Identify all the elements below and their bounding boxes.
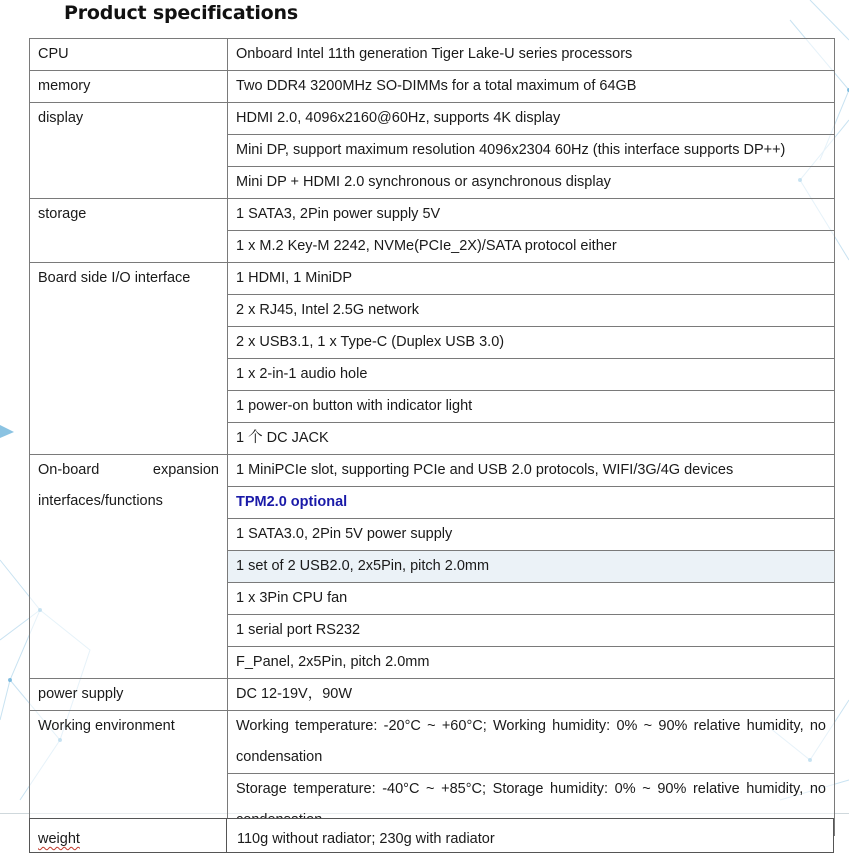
row-value: Storage temperature: -40°C ~ +85°C; Storage humidity: 0% ~ 90% relative humidity, no [228, 774, 835, 837]
row-value: 1 SATA3.0, 2Pin 5V power supply [228, 519, 835, 551]
row-label-environment: Working environment [30, 711, 228, 837]
table-row [30, 679, 835, 711]
table-row [30, 711, 835, 774]
row-value: 1 power-on button with indicator light [228, 391, 835, 423]
row-value: Onboard Intel 11th generation Tiger Lake-U series processors [228, 39, 835, 71]
table-row [30, 39, 835, 71]
row-value: Mini DP, support maximum resolution 4096x2304 60Hz (this interface supports DP++) [228, 135, 835, 167]
row-value: Mini DP + HDMI 2.0 synchronous or asynchronous display [228, 167, 835, 199]
row-value: 1 x 2-in-1 audio hole [228, 359, 835, 391]
row-value: 1 x M.2 Key-M 2242, NVMe(PCIe_2X)/SATA protocol either [228, 231, 835, 263]
table-row [30, 103, 835, 135]
row-value: Two DDR4 3200MHz SO-DIMMs for a total maximum of 64GB [228, 71, 835, 103]
row-label-storage: storage [30, 199, 228, 263]
row-value: 1 SATA3, 2Pin power supply 5V [228, 199, 835, 231]
row-label-power: power supply [30, 679, 228, 711]
row-value: 2 x USB3.1, 1 x Type-C (Duplex USB 3.0) [228, 327, 835, 359]
spec-table [29, 38, 835, 836]
weight-row [29, 818, 834, 853]
row-value: 1 个 DC JACK [228, 423, 835, 455]
row-label-weight [30, 819, 227, 852]
page-title: Product specifications [64, 2, 298, 24]
table-row [30, 455, 835, 487]
row-label-cpu: CPU [30, 39, 228, 71]
row-value: 1 HDMI, 1 MiniDP [228, 263, 835, 295]
row-label-display: display [30, 103, 228, 199]
row-label-io: Board side I/O interface [30, 263, 228, 455]
row-value-weight: 110g without radiator; 230g with radiator [237, 831, 495, 847]
row-value: 1 MiniPCIe slot, supporting PCIe and USB 2.0 protocols, WIFI/3G/4G devices [228, 455, 835, 487]
row-value: 2 x RJ45, Intel 2.5G network [228, 295, 835, 327]
row-value: 1 x 3Pin CPU fan [228, 583, 835, 615]
row-value: F_Panel, 2x5Pin, pitch 2.0mm [228, 647, 835, 679]
row-value: Working temperature: -20°C ~ +60°C; Working humidity: 0% ~ 90% relative humidity, no condensation [228, 711, 835, 774]
row-label-expansion: On-board expansion interfaces/functions [30, 455, 228, 679]
row-label-memory: memory [30, 71, 228, 103]
table-row [30, 263, 835, 295]
table-row [30, 199, 835, 231]
table-row [30, 71, 835, 103]
row-value: 1 serial port RS232 [228, 615, 835, 647]
weight-label-text: weight [38, 831, 80, 847]
row-value-highlight: TPM2.0 optional [228, 487, 835, 519]
row-value: 1 set of 2 USB2.0, 2x5Pin, pitch 2.0mm [228, 551, 835, 583]
row-value: HDMI 2.0, 4096x2160@60Hz, supports 4K display [228, 103, 835, 135]
row-value: DC 12-19V，90W [228, 679, 835, 711]
